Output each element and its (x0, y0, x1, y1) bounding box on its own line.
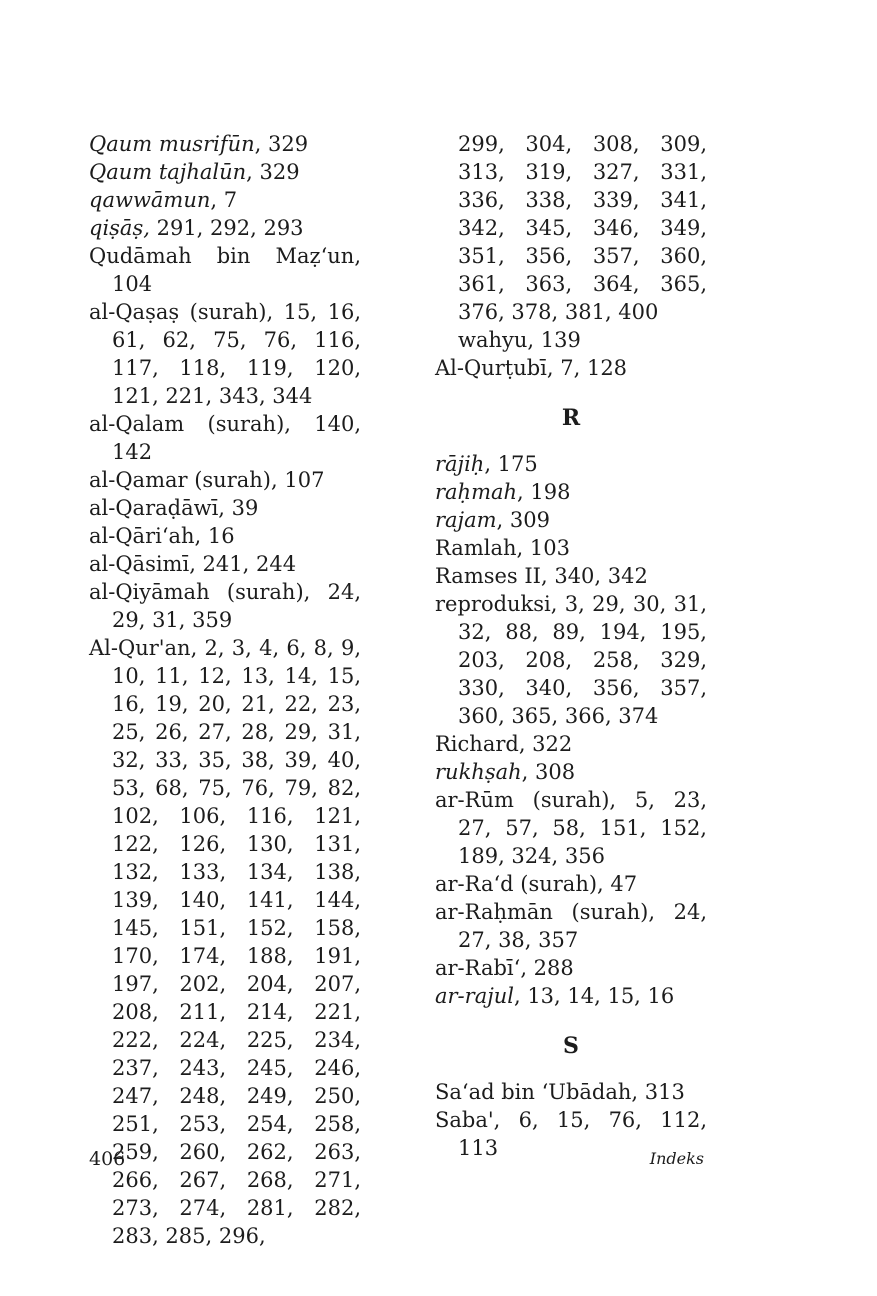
index-entry (435, 562, 707, 590)
index-term: Qudāmah bin Maẓ‘un (89, 244, 355, 268)
index-entry (89, 298, 361, 410)
index-page-refs: , 16 (194, 524, 235, 548)
index-entry (89, 634, 361, 1250)
index-entry (89, 158, 361, 186)
index-page-refs: , 15, 16, 61, 62, 75, 76, 116, 117, 118, 119, 120, 121, 221, 343, 344 (112, 300, 361, 408)
index-term: Richard (435, 732, 519, 756)
running-title: Indeks (649, 1149, 704, 1168)
index-term: Ramlah (435, 536, 517, 560)
index-entry (89, 242, 361, 298)
index-term: al-Qamar (surah) (89, 468, 271, 492)
index-page-refs: , 329 (246, 160, 300, 184)
index-entry (89, 130, 361, 158)
index-term: ar-Rūm (surah) (435, 788, 610, 812)
index-term: Qaum musrifūn (89, 132, 255, 156)
index-term: al-Qāsimī (89, 552, 190, 576)
index-page-refs: , 241, 244 (189, 552, 297, 576)
index-entry (435, 786, 707, 870)
index-term: Qaum tajhalūn (89, 160, 247, 184)
index-column-left (89, 130, 361, 1250)
index-term: Sa‘ad bin ‘Ubādah (435, 1080, 632, 1104)
index-term: qiṣāṣ, (89, 216, 150, 240)
index-page-refs: , 308 (521, 760, 576, 784)
index-term: raḥmah (435, 480, 518, 504)
index-page-refs: , 2, 3, 4, 6, 8, 9, 10, 11, 12, 13, 14, 15, 16, 19, 20, 21, 22, 23, 25, 26, 27, 28, 29, 31, 32, 33, 35, 38, 39, 40, 53, 68, 75, 76, 79, 82, 102, 106, 116, 121, 122, 126, 130, 131, 132, 133, 134, 138, 139, 140, 141, 144, 145, 151, 152, 158, 170, 174, 188, 191, 197, 202, 204, 207, 208, 211, 214, 221, 222, 224, 225, 234, 237, 243, 245, 246, 247, 248, 249, 250, 251, 253, 254, 258, 259, 260, 262, 263, 266, 267, 268, 271, 273, 274, 281, 282, 283, 285, 296, (112, 636, 361, 1248)
index-term: ar-rajul (435, 984, 514, 1008)
index-entry (435, 478, 707, 506)
index-page-refs: , 3, 29, 30, 31, 32, 88, 89, 194, 195, 203, 208, 258, 329, 330, 340, 356, 357, 360, 365, 366, 374 (458, 592, 707, 728)
index-term: rajam (435, 508, 497, 532)
index-page-refs: , 288 (520, 956, 574, 980)
index-term: rukhṣah (435, 760, 522, 784)
index-term: Saba' (435, 1108, 494, 1132)
index-entry (435, 730, 707, 758)
index-term: al-Qaṣaṣ (surah) (89, 300, 267, 324)
index-page-refs: , 309 (496, 508, 550, 532)
index-page-refs: , 329 (254, 132, 309, 156)
index-entry (435, 758, 707, 786)
index-entry (89, 522, 361, 550)
index-entry (435, 534, 707, 562)
index-page-refs: , 24, 27, 38, 357 (458, 900, 707, 952)
index-entry (89, 214, 361, 242)
index-page-refs: , 6, 15, 76, 112, 113 (458, 1108, 707, 1160)
index-column-right (435, 130, 707, 1162)
index-term: rājiḥ (435, 452, 485, 476)
index-page-refs: , 103 (516, 536, 570, 560)
index-page-refs: , 47 (597, 872, 638, 896)
index-subentry: wahyu, 139 (458, 328, 581, 352)
index-continuation: 299, 304, 308, 309, 313, 319, 327, 331, 336, 338, 339, 341, 342, 345, 346, 349, 351, 356, 357, 360, 361, 363, 364, 365, 376, 378, 381, 400 (458, 132, 707, 324)
index-term: reproduksi (435, 592, 551, 616)
index-term: ar-Ra‘d (surah) (435, 872, 598, 896)
index-page-refs: , 313 (631, 1080, 685, 1104)
index-entry (89, 186, 361, 214)
index-entry (435, 898, 707, 954)
index-term: al-Qāri‘ah (89, 524, 195, 548)
section-letter-r: R (561, 405, 581, 431)
index-page-refs: , 39 (218, 496, 259, 520)
index-entry (435, 590, 707, 730)
index-page-refs: , 104 (112, 244, 361, 296)
index-page-refs: , 140, 142 (112, 412, 361, 464)
index-page-refs: , 340, 342 (540, 564, 648, 588)
index-entry (89, 466, 361, 494)
index-entry (89, 550, 361, 578)
index-page-refs: , 175 (484, 452, 538, 476)
index-entry (435, 870, 707, 898)
index-entry (435, 982, 707, 1010)
index-page-refs: , 5, 23, 27, 57, 58, 151, 152, 189, 324, 356 (458, 788, 707, 868)
index-page-refs: , 322 (518, 732, 573, 756)
index-term: ar-Rabī‘ (435, 956, 521, 980)
index-entry (435, 1078, 707, 1106)
index-page-refs: , 24, 29, 31, 359 (112, 580, 361, 632)
index-entry (435, 954, 707, 982)
index-page-refs: 291, 292, 293 (149, 216, 304, 240)
index-entry (89, 410, 361, 466)
section-letter-s: S (563, 1033, 579, 1059)
index-term: al-Qalam (surah) (89, 412, 285, 436)
index-term: qawwāmun (89, 188, 211, 212)
index-term: Al-Qur'an (89, 636, 191, 660)
index-page-refs: , 7, 128 (546, 356, 628, 380)
index-entry (89, 494, 361, 522)
index-page-refs: , 7 (210, 188, 238, 212)
index-term: Al-Qurṭubī (435, 356, 547, 380)
index-entry (89, 578, 361, 634)
index-page-refs: , 13, 14, 15, 16 (513, 984, 675, 1008)
index-entry (435, 450, 707, 478)
index-term: Ramses II (435, 564, 541, 588)
index-term: al-Qiyāmah (surah) (89, 580, 304, 604)
index-term: ar-Raḥmān (surah) (435, 900, 649, 924)
index-entry (435, 354, 707, 382)
index-page-refs: , 107 (271, 468, 325, 492)
index-term: al-Qaraḍāwī (89, 496, 219, 520)
index-entry (435, 506, 707, 534)
index-page-refs: , 198 (517, 480, 571, 504)
page-number: 406 (89, 1148, 126, 1170)
